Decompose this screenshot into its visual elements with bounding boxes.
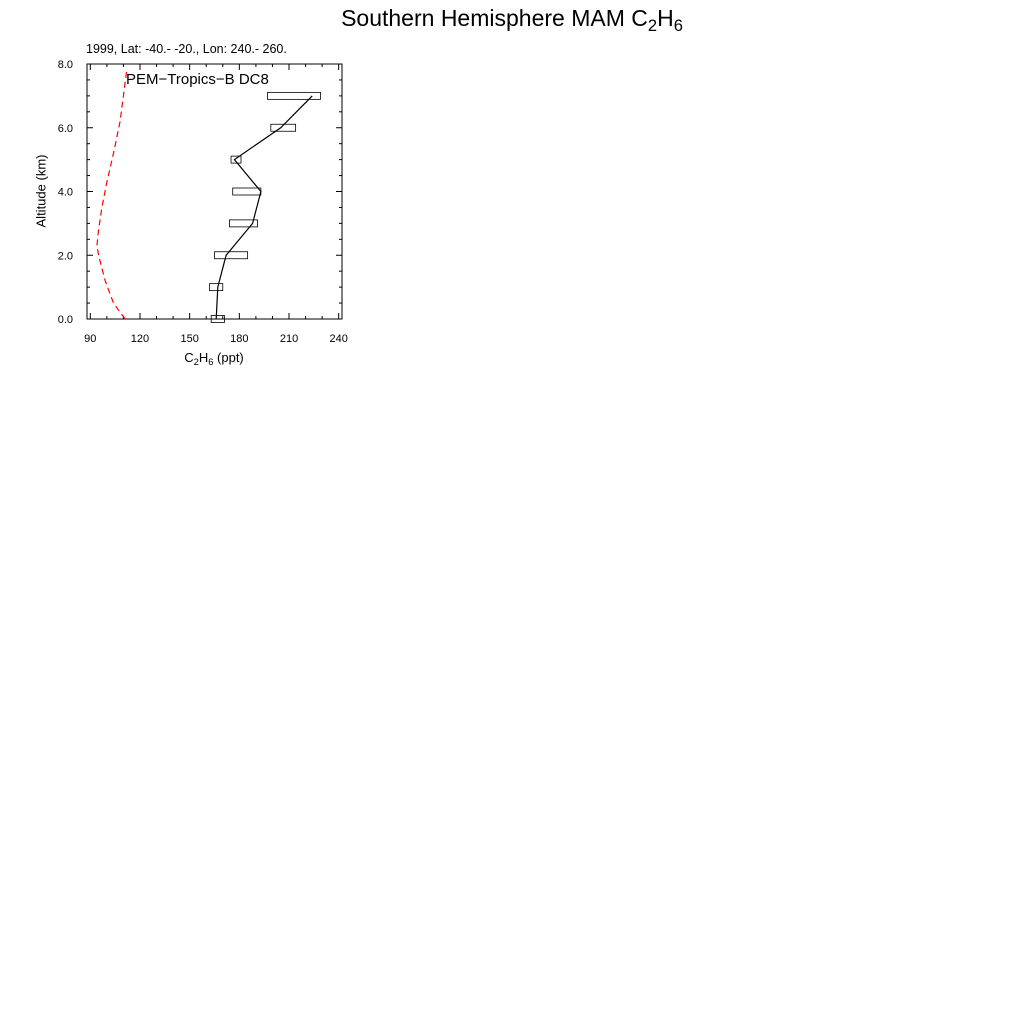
x-tick-label: 150 [180,333,199,345]
y-tick-label: 6.0 [57,122,73,135]
model-profile-line [97,70,127,319]
observed-profile-line [216,96,312,319]
range-box [210,284,223,291]
x-tick-label: 240 [329,333,348,345]
y-tick-label: 8.0 [57,59,73,71]
range-box [215,252,248,259]
axis-tick-labels [58,59,348,345]
series-legend-label: PEM−Tropics−B DC8 [126,71,269,88]
plot-frame [87,64,342,319]
x-tick-label: 90 [84,333,97,345]
chart-title: Southern Hemisphere MAM $C_2H_6$ [341,5,683,35]
x-tick-label: 120 [130,333,150,345]
y-tick-label: 4.0 [57,186,73,199]
data-series [97,70,321,322]
range-box [233,188,261,195]
range-box [267,92,320,99]
x-tick-label: 210 [279,333,299,345]
x-axis-label: $C_2H_6$ (ppt) [184,350,244,367]
x-tick-label: 180 [230,333,249,345]
chart-subtitle: 1999, Lat: -40.- -20., Lon: 240.- 260. [86,42,287,56]
y-tick-label: 2.0 [57,250,73,263]
y-axis-label: Altitude (km) [33,154,49,228]
axis-ticks [87,64,342,319]
y-tick-label: 0.0 [57,314,73,326]
